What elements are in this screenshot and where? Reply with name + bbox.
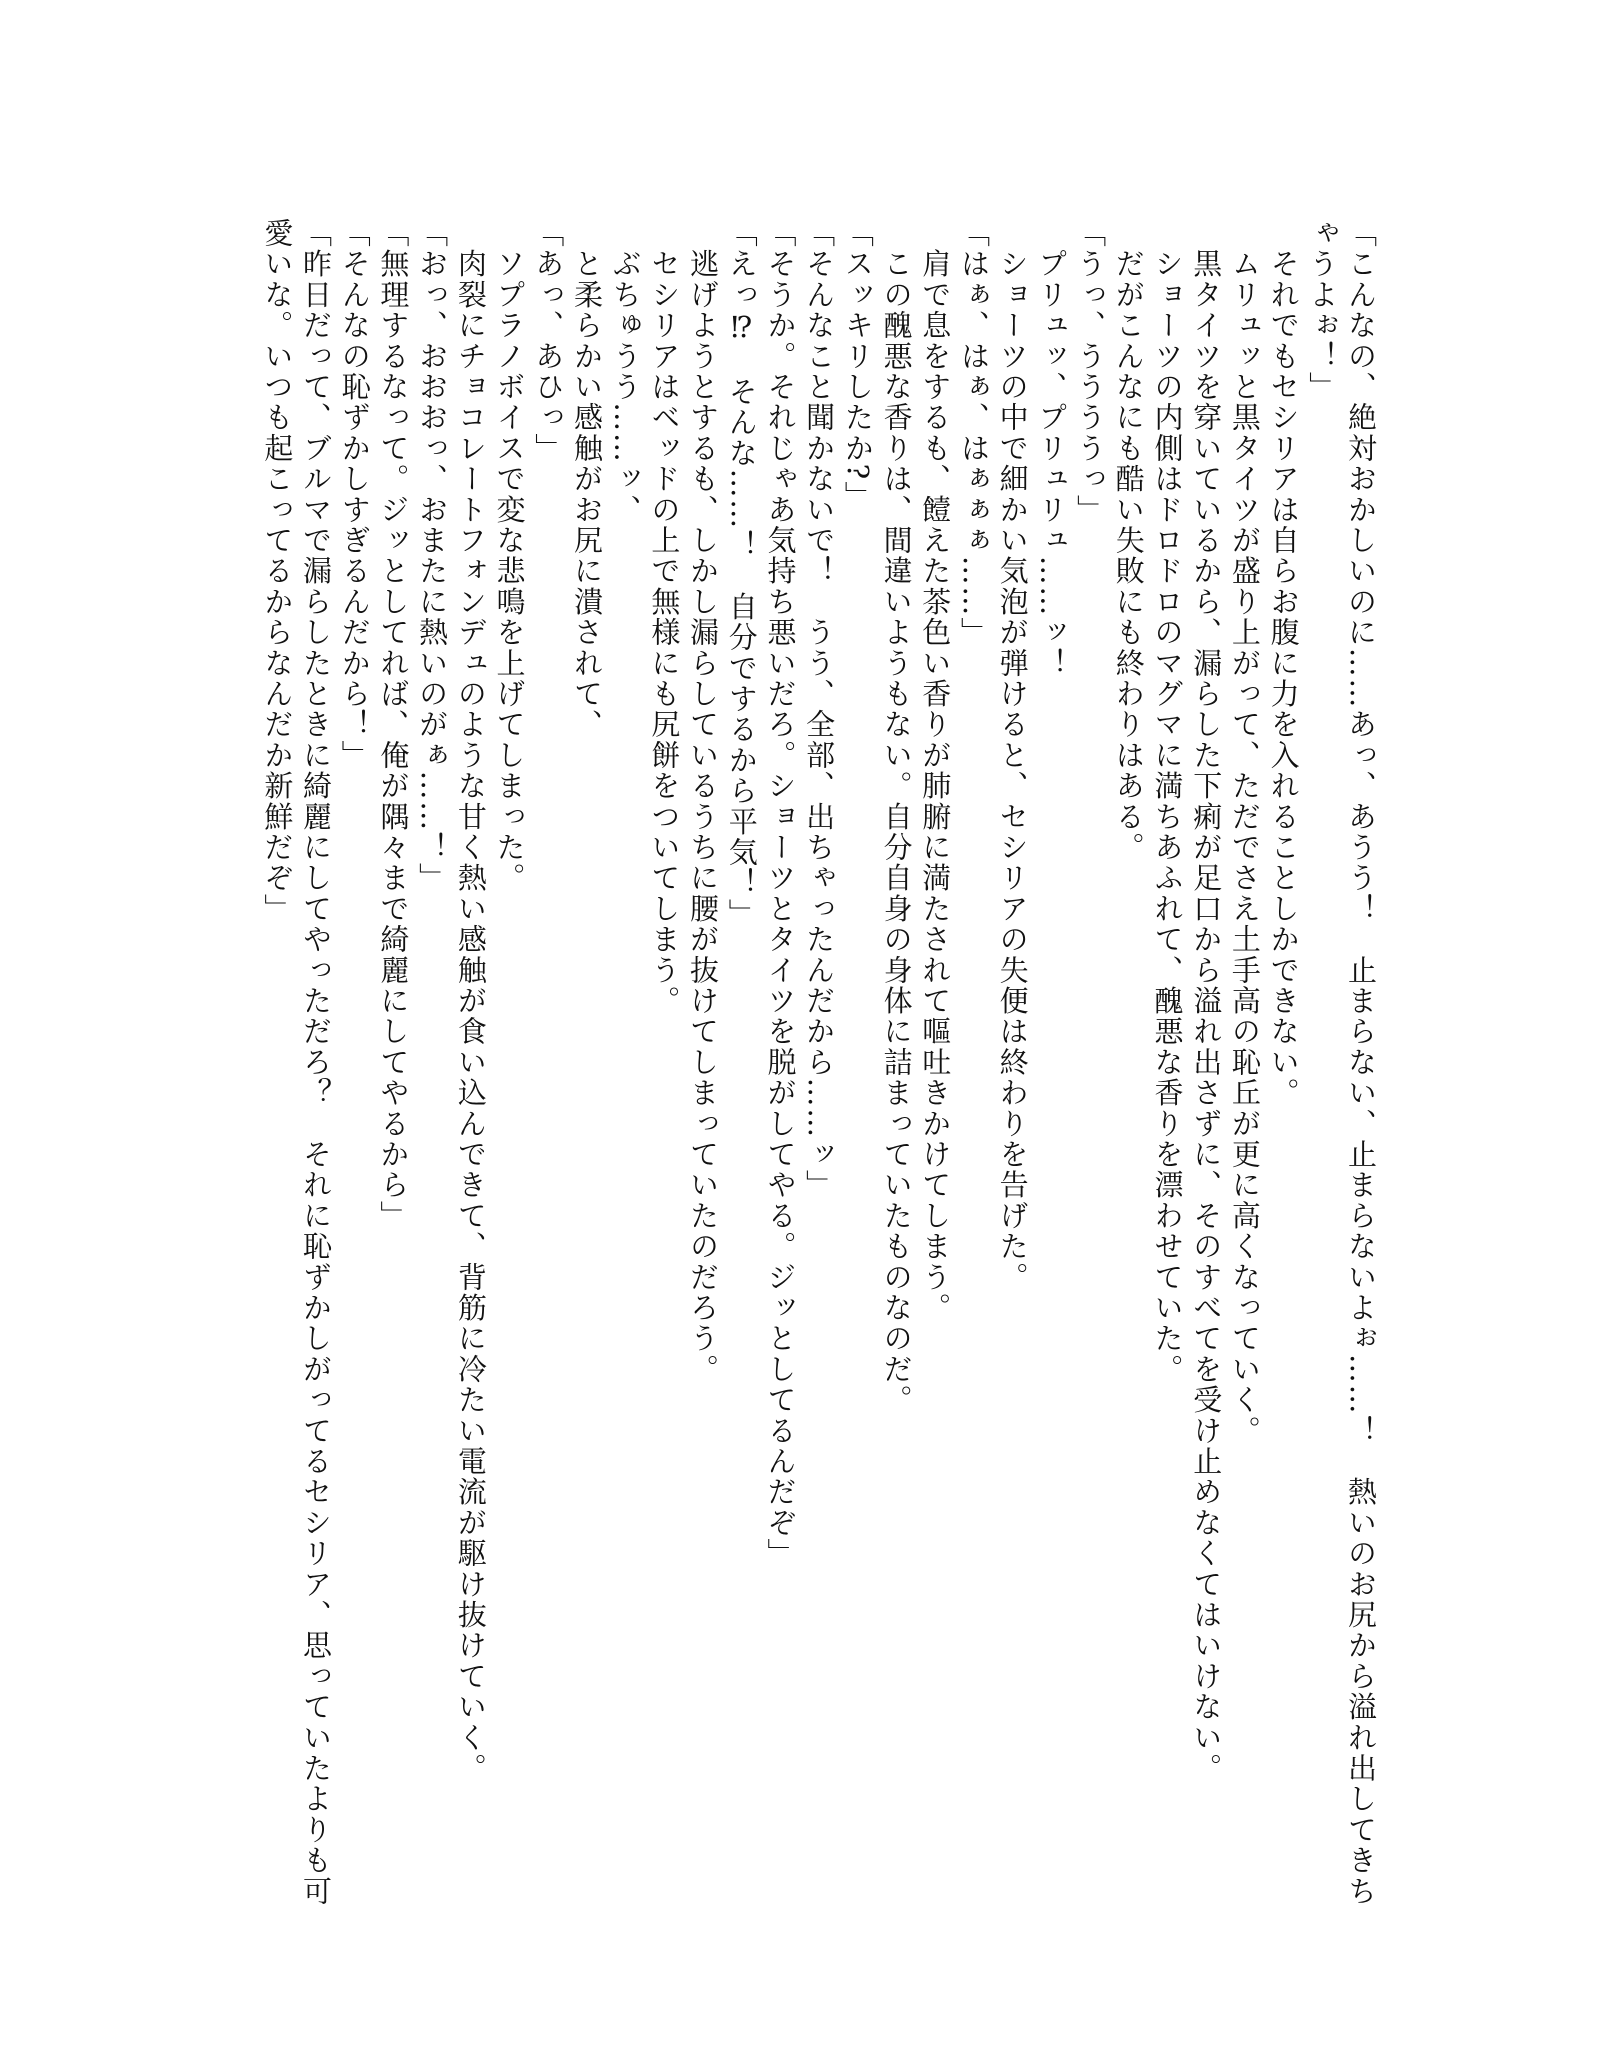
text-line: ゃうよぉ！」 bbox=[1305, 218, 1340, 403]
text-line: 愛いな。いつも起こってるからなんだか新鮮だぞ」 bbox=[260, 218, 295, 925]
text-line: 「スッキリしたか?」 bbox=[840, 218, 875, 512]
text-line: ショーツの中で細かい気泡が弾けると、セシリアの失便は終わりを告げた。 bbox=[995, 218, 1030, 1293]
text-line: ショーツの内側はドロドロのマグマに満ちあふれて、醜悪な香りを漂わせていた。 bbox=[1150, 218, 1185, 1385]
text-line: 「そんなの恥ずかしすぎるんだから！」 bbox=[337, 218, 372, 771]
text-line: この醜悪な香りは、間違いようもない。自分自身の身体に詰まっていたものなのだ。 bbox=[879, 218, 914, 1416]
text-line: 「こんなの、絶対おかしいのに……あっ、あうう！ 止まらない、止まらないよぉ……！ 熱いのお尻から溢れ出してきち bbox=[1344, 218, 1378, 1907]
text-line: セシリアはベッドの上で無様にも尻餅をついてしまう。 bbox=[647, 218, 682, 1017]
text-line: 肉裂にチョコレートフォンデュのような甘く熱い感触が食い込んできて、背筋に冷たい電流が駆け抜けていく。 bbox=[453, 218, 488, 1784]
text-line: ぶちゅうう……ッ、 bbox=[608, 218, 643, 525]
text-line: 「無理するなって。ジッとしてれば、俺が隅々まで綺麗にしてやるから」 bbox=[376, 218, 411, 1232]
text-line: ムリュッと黒タイツが盛り上がって、ただでさえ土手高の恥丘が更に高くなっていく。 bbox=[1227, 218, 1262, 1446]
text-line: プリュッ、プリュリュ……ッ！ bbox=[1034, 218, 1069, 679]
novel-text-block bbox=[258, 218, 1380, 1918]
text-line: それでもセシリアは自らお腹に力を入れることしかできない。 bbox=[1266, 218, 1301, 1109]
text-line: 肩で息をするも、饐えた茶色い香りが肺腑に満たされて嘔吐きかけてしまう。 bbox=[918, 218, 953, 1324]
text-line: 「そんなこと聞かないで！ うう、全部、出ちゃったんだから……ッ」 bbox=[802, 218, 837, 1201]
text-line: 「あっ、あひっ」 bbox=[531, 218, 566, 464]
text-line: と柔らかい感触がお尻に潰されて、 bbox=[569, 218, 604, 740]
text-line: だがこんなにも酷い失敗にも終わりはある。 bbox=[1111, 218, 1146, 863]
text-line: ソプラノボイスで変な悲鳴を上げてしまった。 bbox=[492, 218, 527, 894]
text-line: 逃げようとするも、しかし漏らしているうちに腰が抜けてしまっていたのだろう。 bbox=[686, 218, 721, 1385]
text-line: 「はぁ、はぁ、はぁぁぁ……」 bbox=[956, 218, 991, 648]
text-line: 「昨日だって、ブルマで漏らしたときに綺麗にしてやっただろ？ それに恥ずかしがってるセシリア、思っていたよりも可 bbox=[299, 218, 334, 1907]
text-line: 黒タイツを穿いているから、漏らした下痢が足口から溢れ出さずに、そのすべてを受け止めなくてはいけない。 bbox=[1189, 218, 1224, 1784]
text-line: 「うっ、ううううっ」 bbox=[1073, 218, 1108, 525]
text-line: 「えっ⁉ そんな……！ 自分でするから平気！」 bbox=[724, 218, 759, 930]
text-line: 「おっ、おおおっ、おまたに熱いのがぁ……！」 bbox=[415, 218, 450, 894]
text-line: 「そうか。それじゃあ気持ち悪いだろ。ショーツとタイツを脱がしてやる。ジッとしてるんだぞ」 bbox=[763, 218, 798, 1569]
